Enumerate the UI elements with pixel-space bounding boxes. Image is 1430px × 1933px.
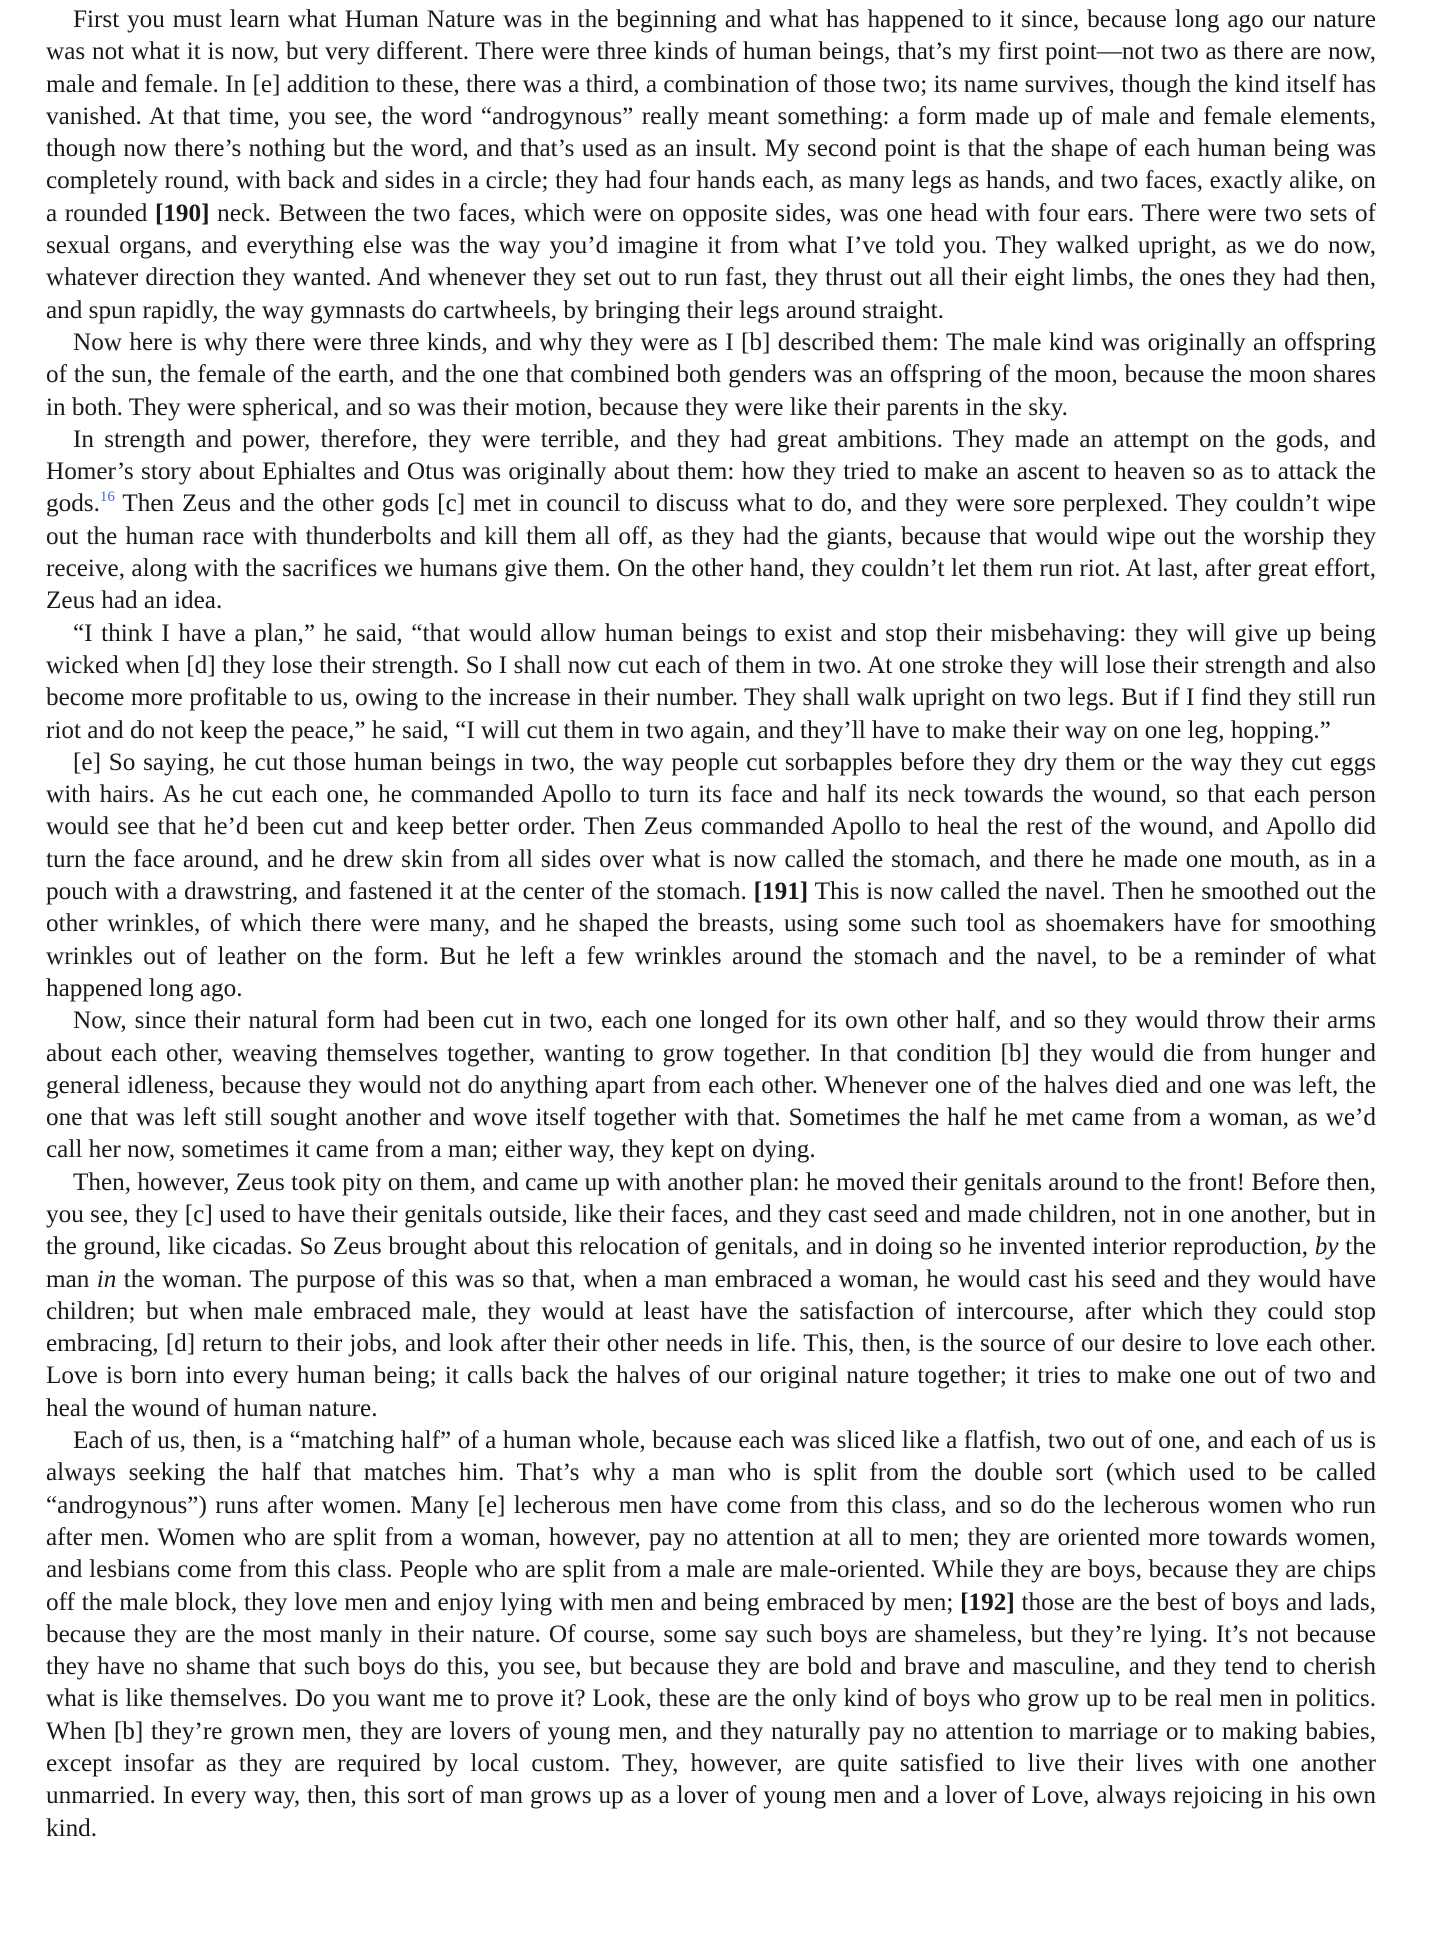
body-text bbox=[46, 4, 1376, 1845]
text-run: the man bbox=[46, 1233, 1376, 1293]
italic-text: by bbox=[1314, 1233, 1339, 1261]
paragraph bbox=[46, 1167, 1376, 1425]
stephanus-marker: [191] bbox=[753, 878, 809, 906]
text-run: Now here is why there were three kinds, and why they were as I [b] described them: The male kind was originally an offspring of the sun, the female of the earth, and the one that combined both genders was an offspring of the moon, because the moon shares in both. They were spherical, and so was their motion, because they were like their parents in the sky. bbox=[46, 328, 1376, 421]
text-run: Each of us, then, is a “matching half” of a human whole, because each was sliced like a flatfish, two out of one, and each of us is always seeking the half that matches him. That’s why a man who is split from the double sort (which used to be called “androgynous”) runs after women. Many [e] lecherous men have come from this class, and so do the lecherous women who run after men. Women who are split from a woman, however, pay no attention at all to men; they are oriented more towards women, and lesbians come from this class. People who are split from a male are male-oriented. While they are boys, because they are chips off the male block, they love men and enjoy lying with men and being embraced by men; bbox=[46, 1427, 1376, 1616]
text-run: This is now called the navel. Then he smoothed out the other wrinkles, of which there were many, and he shaped the breasts, using some such tool as shoemakers have for smoothing wrinkles out of leather on the form. But he left a few wrinkles around the stomach and the navel, to be a reminder of what happened long ago. bbox=[46, 878, 1377, 1002]
paragraph bbox=[46, 327, 1376, 424]
paragraph bbox=[46, 1005, 1376, 1166]
paragraph bbox=[46, 1425, 1376, 1845]
stephanus-marker: [192] bbox=[960, 1588, 1015, 1616]
footnote-reference[interactable]: 16 bbox=[99, 489, 115, 506]
text-run: Then Zeus and the other gods [c] met in council to discuss what to do, and they were sore perplexed. They couldn’t wipe out the human race with thunderbolts and kill them all off, as they had the giants, because that would wipe out the worship they receive, along with the sacrifices we humans give them. On the other hand, they couldn’t let them run riot. At last, after great effort, Zeus had an idea. bbox=[46, 490, 1376, 615]
text-run: “I think I have a plan,” he said, “that would allow human beings to exist and stop their misbehaving: they will give up being wicked when [d] they lose their strength. So I shall now cut each of them in two. At one stroke they will lose their strength and also become more profitable to us, owing to the increase in their number. They shall walk upright on two legs. But if I find they still run riot and do not keep the peace,” he said, “I will cut them in two again, and they’ll have to make their way on one leg, hopping.” bbox=[46, 619, 1376, 744]
text-run: Now, since their natural form had been cut in two, each one longed for its own other half, and so they would throw their arms about each other, weaving themselves together, wanting to grow together. In that condition [b] they would die from hunger and general idleness, because they would not do anything apart from each other. Whenever one of the halves died and one was left, the one that was left still sought another and wove itself together with that. Sometimes the half he met came from a woman, as we’d call her now, sometimes it came from a man; either way, they kept on dying. bbox=[46, 1007, 1376, 1164]
text-run: neck. Between the two faces, which were on opposite sides, was one head with four ears. There were two sets of sexual organs, and everything else was the way you’d imagine it from what I’ve told you. They walked upright, as we do now, whatever direction they wanted. And whenever they set out to run fast, they thrust out all their eight limbs, the ones they had then, and spun rapidly, the way gymnasts do cartwheels, by bringing their legs around straight. bbox=[46, 199, 1376, 324]
text-run: the woman. The purpose of this was so that, when a man embraced a woman, he would cast his seed and they would have children; but when male embraced male, they would at least have the satisfaction of intercourse, after which they could stop embracing, [d] return to their jobs, and look after their other needs in life. This, then, is the source of our desire to love each other. Love is born into every human being; it calls back the halves of our original nature together; it tries to make one out of two and heal the wound of human nature. bbox=[46, 1265, 1376, 1422]
text-run: Then, however, Zeus took pity on them, and came up with another plan: he moved their genitals around to the front! Before then, you see, they [c] used to have their genitals outside, like their faces, and they cast seed and made children, not in one another, but in the ground, like cicadas. So Zeus brought about this relocation of genitals, and in doing so he invented interior reproduction, bbox=[46, 1168, 1376, 1261]
text-run: those are the best of boys and lads, because they are the most manly in their nature. Of course, some say such boys are shameless, but they’re lying. It’s not because they have no shame that such boys do this, you see, but because they are bold and brave and masculine, and they tend to cherish what is like themselves. Do you want me to prove it? Look, these are the only kind of boys who grow up to be real men in politics. When [b] they’re grown men, they are lovers of young men, and they naturally pay no attention to marriage or to making babies, except insofar as they are required by local custom. They, however, are quite satisfied to live their lives with one another unmarried. In every way, then, this sort of man grows up as a lover of young men and a lover of Love, always rejoicing in his own kind. bbox=[46, 1588, 1376, 1842]
paragraph bbox=[46, 618, 1376, 747]
paragraph bbox=[46, 747, 1376, 1005]
text-run: [e] So saying, he cut those human beings in two, the way people cut sorbapples before they dry them or the way they cut eggs with hairs. As he cut each one, he commanded Apollo to turn its face and half its neck towards the wound, so that each person would see that he’d been cut and keep better order. Then Zeus commanded Apollo to heal the rest of the wound, and Apollo did turn the face around, and he drew skin from all sides over what is now called the stomach, and there he made one mouth, as in a pouch with a drawstring, and fastened it at the center of the stomach. bbox=[46, 748, 1376, 906]
paragraph bbox=[46, 4, 1376, 327]
stephanus-marker: [190] bbox=[154, 199, 210, 227]
paragraph bbox=[46, 424, 1376, 618]
text-run: In strength and power, therefore, they were terrible, and they had great ambitions. They made an attempt on the gods, and Homer’s story about Ephialtes and Otus was originally about them: how they tried to make an ascent to heaven so as to attack the gods. bbox=[46, 425, 1376, 518]
italic-text: in bbox=[96, 1265, 117, 1293]
text-run: First you must learn what Human Nature was in the beginning and what has happened to it since, because long ago our nature was not what it is now, but very different. There were three kinds of human beings, that’s my first point—not two as there are now, male and female. In [e] addition to these, there was a third, a combination of those two; its name survives, though the kind itself has vanished. At that time, you see, the word “androgynous” really meant something: a form made up of male and female elements, though now there’s nothing but the word, and that’s used as an insult. My second point is that the shape of each human being was completely round, with back and sides in a circle; they had four hands each, as many legs as hands, and two faces, exactly alike, on a rounded bbox=[46, 6, 1376, 227]
